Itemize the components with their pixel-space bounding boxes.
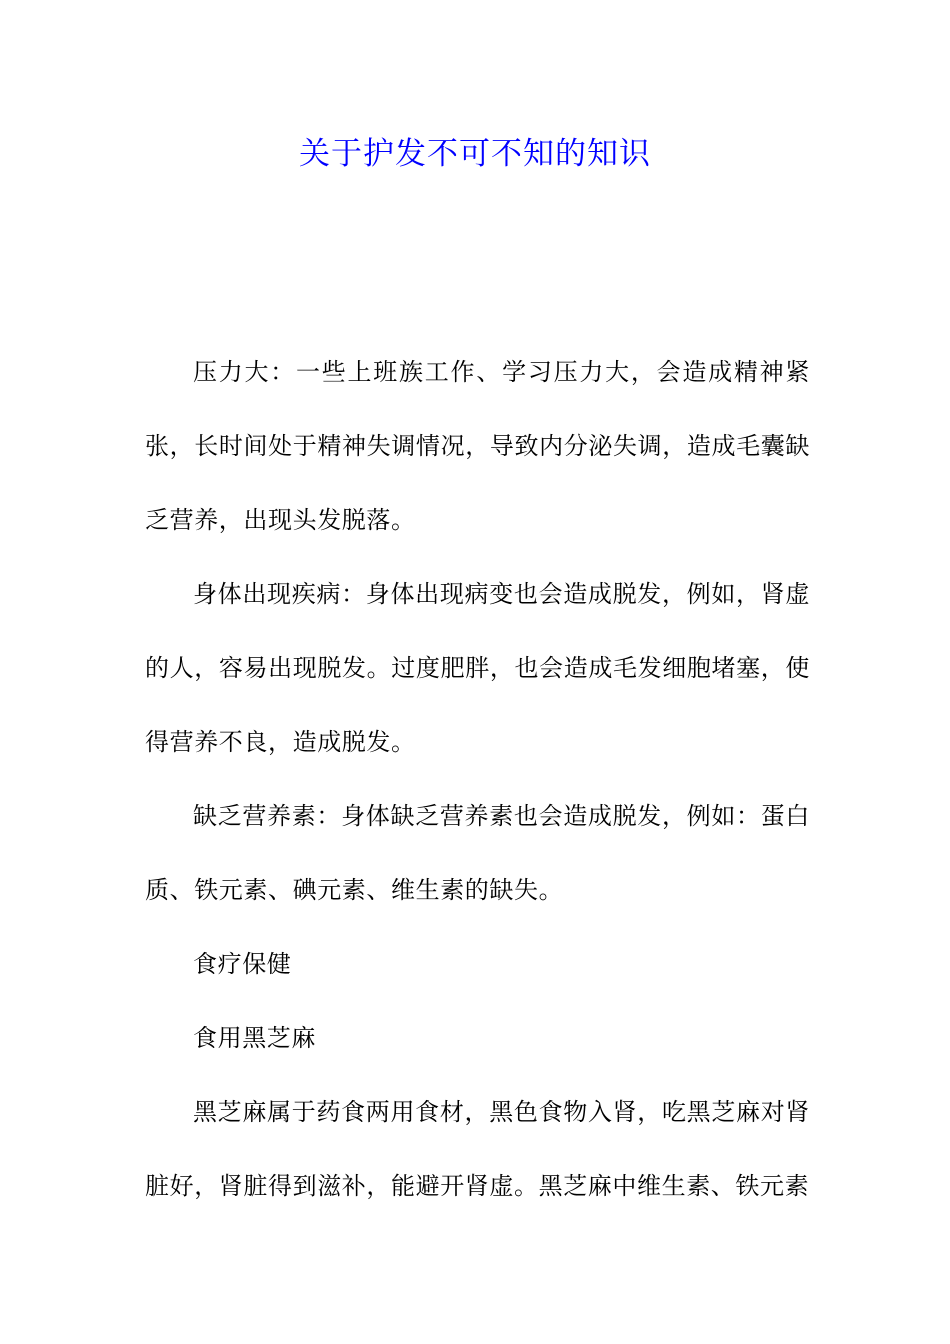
paragraph-nutrients: 缺乏营养素：身体缺乏营养素也会造成脱发，例如：蛋白质、铁元素、碘元素、维生素的缺失。 xyxy=(145,802,810,904)
document-body xyxy=(145,335,810,1223)
paragraph-black-sesame: 黑芝麻属于药食两用食材，黑色食物入肾，吃黑芝麻对肾脏好，肾脏得到滋补，能避开肾虚。黑芝麻中维生素、铁元素 xyxy=(145,1098,810,1200)
subheading-black-sesame: 食用黑芝麻 xyxy=(193,1024,316,1052)
section-heading-diet-therapy: 食疗保健 xyxy=(193,950,292,978)
document-title: 关于护发不可不知的知识 xyxy=(299,136,651,172)
paragraph-illness: 身体出现疾病：身体出现病变也会造成脱发，例如，肾虚的人，容易出现脱发。过度肥胖，也会造成毛发细胞堵塞，使得营养不良，造成脱发。 xyxy=(145,580,810,756)
paragraph-stress: 压力大：一些上班族工作、学习压力大，会造成精神紧张，长时间处于精神失调情况，导致内分泌失调，造成毛囊缺乏营养，出现头发脱落。 xyxy=(145,358,810,534)
